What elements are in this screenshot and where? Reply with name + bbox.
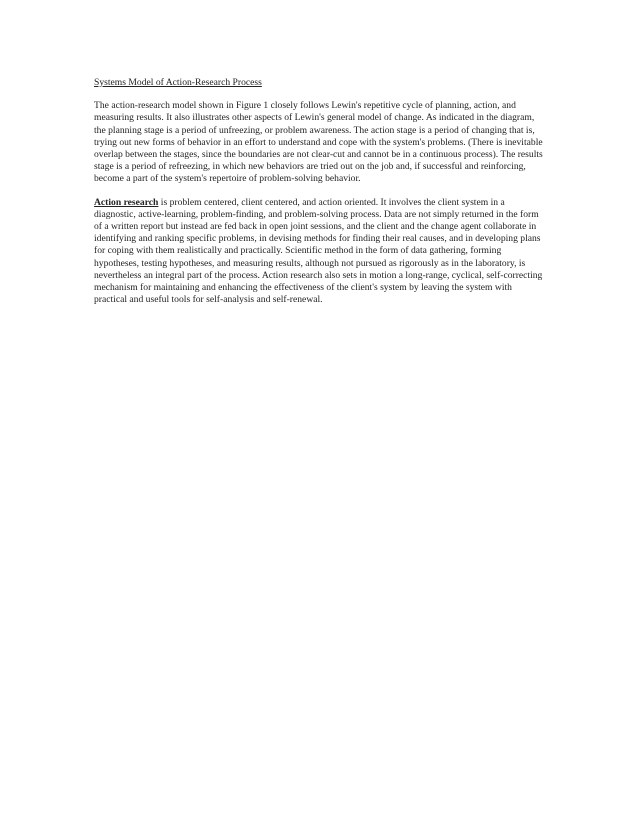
paragraph-action-research	[94, 197, 546, 307]
action-research-term: Action research	[94, 196, 159, 208]
document-body	[94, 77, 546, 317]
paragraph-model-description: The action-research model shown in Figure 1 closely follows Lewin's repetitive cycle of planning, action, and measuring results. It also illustrates other aspects of Lewin's general model of change. As indicated in the diagram, the planning stage is a period of unfreezing, or problem awareness. The action stage is a period of changing that is, trying out new forms of behavior in an effort to understand and cope with the system's problems. (There is inevitable overlap between the stages, since the boundaries are not clear-cut and cannot be in a continuous process). The results stage is a period of refreezing, in which new behaviors are tried out on the job and, if successful and reinforcing, become a part of the system's repertoire of problem-solving behavior.	[94, 100, 543, 185]
action-research-text: is problem centered, client centered, and action oriented. It involves the client system in a diagnostic, active-learning, problem-finding, and problem-solving process. Data are not simply returned in the form of a written report but instead are fed back in open joint sessions, and the client and the change agent collaborate in identifying and ranking specific problems, in devising methods for finding their real causes, and in developing plans for coping with them realistically and practically. Scientific method in the form of data gathering, forming hypotheses, testing hypotheses, and measuring results, although not pursued as rigorously as in the laboratory, is nevertheless an integral part of the process. Action research also sets in motion a long-range, cyclical, self-correcting mechanism for maintaining and enhancing the effectiveness of the client's system by leaving the system with practical and useful tools for self-analysis and self-renewal.	[94, 196, 543, 306]
document-title: Systems Model of Action-Research Process	[94, 77, 262, 88]
